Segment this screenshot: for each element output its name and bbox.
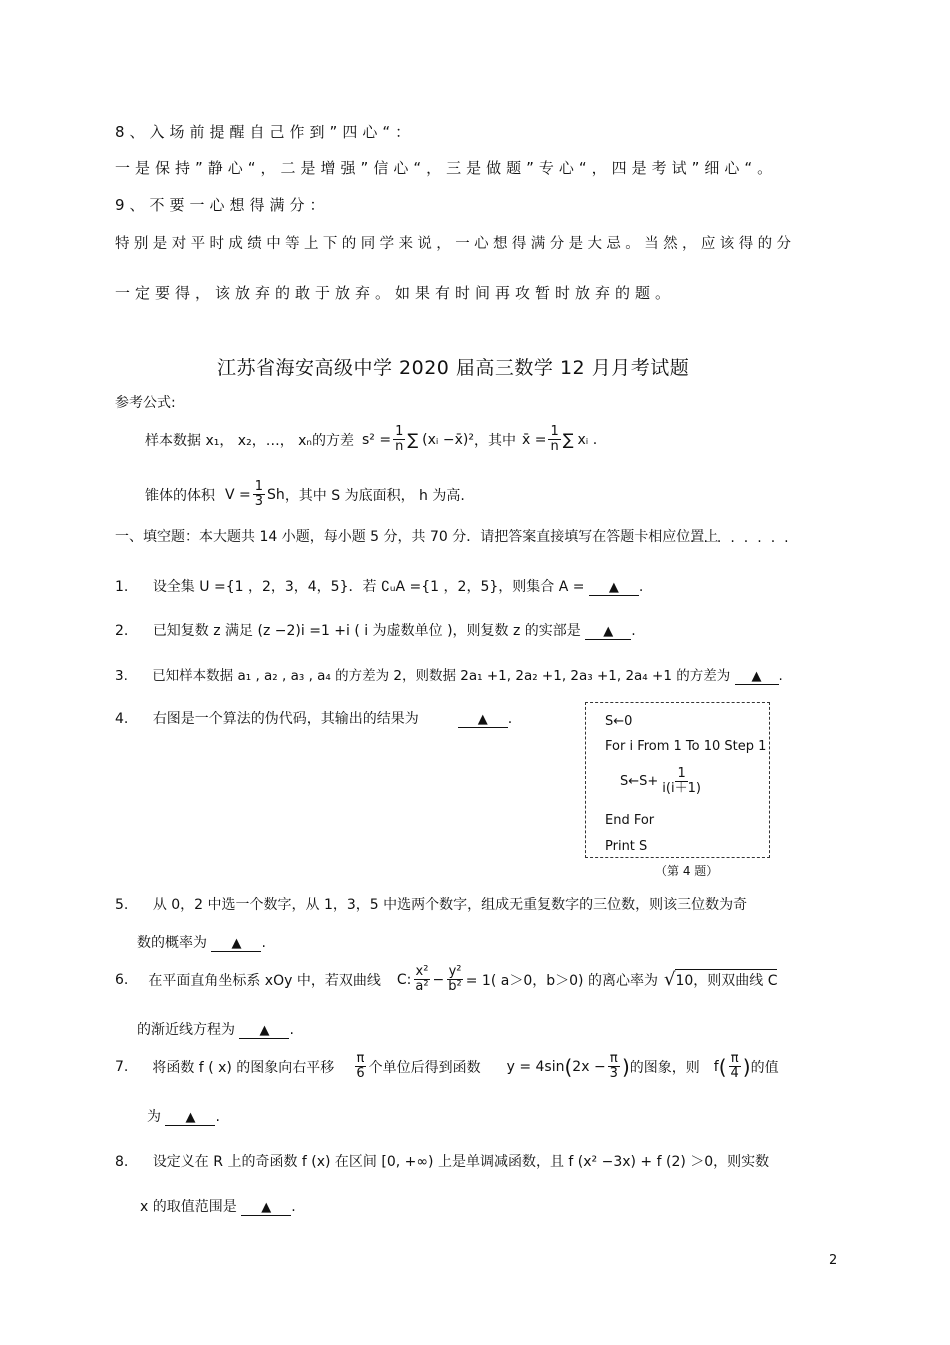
cone-formula-suffix: ，其中 S 为底面积， h 为高. [284, 487, 465, 504]
question-end: . [261, 935, 266, 951]
answer-blank [165, 1110, 215, 1126]
answer-blank [241, 1200, 291, 1216]
question-text-end2: 的值 [750, 1059, 779, 1076]
sqrt-icon: √ [663, 969, 676, 990]
question-text-mid: 个单位后得到函数 [368, 1059, 481, 1076]
question-number: 1. [115, 579, 129, 595]
pseudocode-assign: S←S+ [620, 774, 659, 789]
question-text: 的渐近线方程为 [137, 1022, 235, 1038]
answer-blank [585, 624, 631, 640]
fraction-pi-6: $\frac{\pi}{6}$ [356, 1051, 365, 1081]
question-text: 为 [147, 1109, 161, 1125]
variance-formula-suffix: ，其中 [473, 432, 516, 449]
question-1 [115, 576, 643, 596]
variance-formula-prefix: 样本数据 x₁， x₂，…， xₙ的方差 [145, 432, 355, 449]
question-6: 6. 在平面直角坐标系 xOy 中，若双曲线 C: $\frac{\text{x²}}{\text{a²}}$ − $\frac{\text{y²}}{\text{b²}}$ = 1( a＞0，b＞0) 的离心率为 √ 10，则双曲线 C [115, 964, 778, 994]
pseudocode-line-5: Print S [605, 839, 648, 854]
question-number: 8. [115, 1154, 129, 1170]
blank-triangle-icon: ▲ [751, 669, 762, 684]
cone-formula-prefix: 锥体的体积 [145, 487, 215, 504]
question-number: 4. [115, 711, 129, 727]
fraction-one-third: $\frac{1}{3}$ [254, 479, 264, 509]
question-text: 已知复数 z 满足 (z −2)i =1 +i ( i 为虚数单位 )，则复数 z 的实部是 [152, 623, 581, 639]
fraction-one-over-n-mean: $\frac{1}{n}$ [550, 424, 559, 454]
pseudocode-caption: （第 4 题） [655, 864, 719, 878]
question-text: 设全集 U ={1 ，2，3，4，5}．若 ∁ᵤA ={1 ，2，5}，则集合 A = [152, 579, 585, 595]
fraction-x2-a2: $\frac{\text{x²}}{\text{a²}}$ [415, 964, 429, 994]
question-text: x 的取值范围是 [140, 1199, 237, 1215]
question-text: 数的概率为 [137, 935, 207, 951]
reference-formula-label: 参考公式: [115, 395, 176, 411]
question-8-cont [140, 1196, 296, 1216]
pseudocode-line-4: End For [605, 813, 655, 828]
blank-triangle-icon: ▲ [603, 624, 614, 639]
fraction-denominator: i(i＋1) [662, 781, 701, 796]
answer-blank [211, 936, 261, 952]
question-end: . [638, 579, 644, 595]
question-number: 7. [115, 1058, 129, 1075]
tip-9-body-1: 特别是对平时成绩中等上下的同学来说，一心想得满分是大忌。当然，应该得的分 [115, 236, 796, 252]
question-text-mid: = 1( a＞0，b＞0) 的离心率为 [465, 972, 658, 989]
question-text: 从 0，2 中选一个数字，从 1，3，5 中选两个数字，组成无重复数字的三位数，则该三位数为奇 [152, 897, 748, 913]
fraction-one-over-n: $\frac{1}{n}$ [395, 424, 404, 454]
question-end: . [291, 1199, 296, 1215]
blank-triangle-icon: ▲ [477, 712, 488, 727]
question-number: 5. [115, 897, 129, 913]
cone-volume-formula: 锥体的体积 V = $\frac{1}{3}$ Sh ，其中 S 为底面积， h 为高. [145, 479, 465, 509]
fraction-y2-b2: $\frac{\text{y²}}{\text{b²}}$ [448, 964, 462, 994]
fraction-pi-3: $\frac{\pi}{3}$ [609, 1051, 618, 1081]
pseudocode-fraction [660, 767, 703, 796]
answer-blank [458, 712, 508, 728]
question-text-mid2: y = 4sin [506, 1058, 565, 1075]
blank-triangle-icon: ▲ [608, 580, 619, 595]
question-number: 2. [115, 623, 129, 639]
tip-9-heading: 9、不要一心想得满分： [115, 196, 330, 214]
question-5 [115, 894, 747, 914]
question-number: 6. [115, 971, 129, 988]
question-4 [115, 708, 512, 728]
question-8 [115, 1151, 769, 1171]
fraction-numerator: 1 [677, 766, 686, 781]
question-5-cont [137, 932, 266, 952]
section-1-instructions: 一、填空题：本大题共 14 小题，每小题 5 分，共 70 分．请把答案直接填写在答题卡相应位置上 [115, 529, 719, 545]
question-2 [115, 620, 636, 640]
blank-triangle-icon: ▲ [231, 936, 242, 951]
question-end: . [289, 1022, 294, 1038]
exam-title: 江苏省海安高级中学 2020 届高三数学 12 月月考试题 [217, 357, 690, 379]
question-text-end: 的图象，则 [629, 1059, 700, 1076]
question-end: . [507, 711, 513, 727]
blank-triangle-icon: ▲ [259, 1023, 270, 1038]
tip-8-heading: 8、入场前提醒自己作到”四心“： [115, 123, 416, 141]
question-text: 在平面直角坐标系 xOy 中，若双曲线 [148, 972, 381, 989]
question-text-end: 10，则双曲线 C [675, 969, 777, 990]
pseudocode-line-1: S←0 [605, 714, 633, 729]
emphasis-dots: ........ [690, 530, 798, 546]
question-end: . [215, 1109, 220, 1125]
blank-triangle-icon: ▲ [185, 1110, 196, 1125]
question-end: . [778, 668, 783, 684]
question-6-cont [137, 1019, 294, 1039]
blank-triangle-icon: ▲ [261, 1200, 272, 1215]
question-7-cont [147, 1106, 220, 1126]
answer-blank [735, 669, 779, 685]
answer-blank [589, 580, 639, 596]
variance-formula: 样本数据 x₁， x₂，…， xₙ的方差 s² = $\frac{1}{n}$ ∑ (xᵢ −x̄)² ，其中 x̄ = $\frac{1}{n}$ ∑ xᵢ . [145, 424, 598, 454]
question-3 [115, 664, 783, 685]
question-end: . [631, 623, 636, 639]
question-number: 3. [115, 668, 128, 684]
answer-blank [239, 1023, 289, 1039]
pseudocode-line-2: For i From 1 To 10 Step 1 [605, 739, 767, 754]
page-number: 2 [829, 1253, 838, 1268]
question-text: 已知样本数据 a₁ , a₂ , a₃ , a₄ 的方差为 2，则数据 2a₁ +1, 2a₂ +1, 2a₃ +1, 2a₄ +1 的方差为 [152, 668, 731, 684]
question-text: 右图是一个算法的伪代码，其输出的结果为 [152, 711, 419, 727]
tip-9-body-2: 一定要得，该放弃的敢于放弃。如果有时间再攻暂时放弃的题。 [115, 284, 676, 302]
question-text: 设定义在 R 上的奇函数 f (x) 在区间 [0, +∞) 上是单调减函数，且 f (x² −3x) + f (2) ＞0，则实数 [152, 1154, 770, 1170]
tip-8-body: 一是保持”静心“，二是增强”信心“，三是做题”专心“，四是考试”细心“。 [115, 159, 778, 177]
fraction-pi-4: $\frac{\pi}{4}$ [730, 1051, 739, 1081]
question-text: 将函数 f ( x) 的图象向右平移 [152, 1059, 335, 1076]
question-7: 7. 将函数 f ( x) 的图象向右平移 $\frac{\pi}{6}$ 个单位后得到函数 y = 4sin ( 2x − $\frac{\pi}{3}$ ) 的图象，则 f ( $\frac{\pi}{4}$ ) 的值 [115, 1051, 779, 1081]
pseudocode-line-3 [620, 767, 705, 796]
